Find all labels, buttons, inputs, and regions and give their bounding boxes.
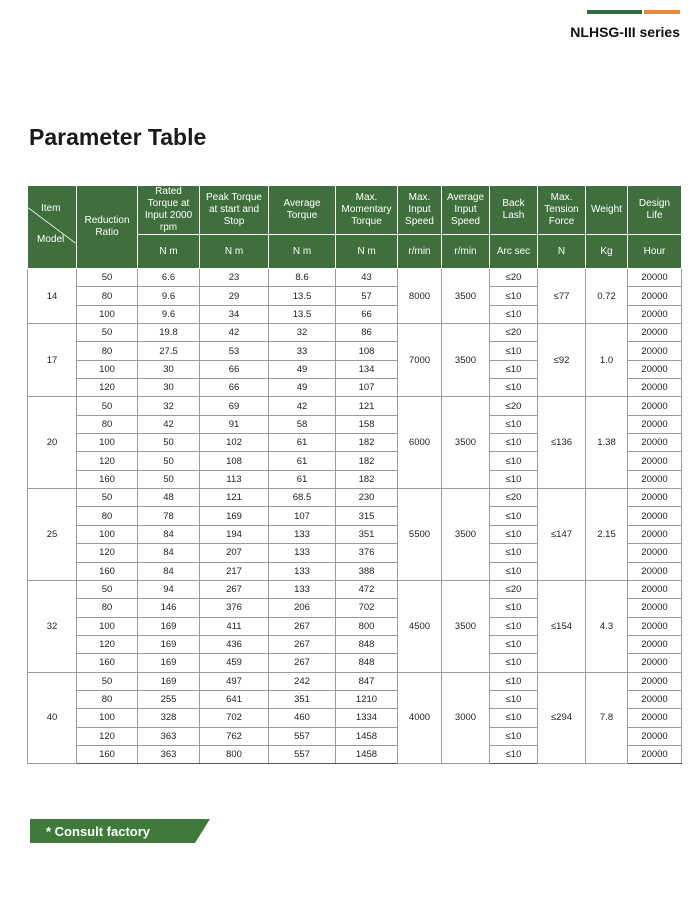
rated-torque-cell: 363 xyxy=(138,727,200,745)
average-torque-cell: 557 xyxy=(269,727,336,745)
rated-torque-cell: 30 xyxy=(138,360,200,378)
column-header: Back Lash xyxy=(490,186,538,235)
ratio-cell: 160 xyxy=(77,562,138,580)
peak-torque-cell: 169 xyxy=(200,507,269,525)
model-cell: 20 xyxy=(28,397,77,489)
rated-torque-cell: 9.6 xyxy=(138,287,200,305)
backlash-cell: ≤20 xyxy=(490,324,538,342)
backlash-cell: ≤10 xyxy=(490,672,538,690)
ratio-cell: 100 xyxy=(77,305,138,323)
peak-torque-cell: 641 xyxy=(200,690,269,708)
ratio-cell: 80 xyxy=(77,690,138,708)
average-torque-cell: 107 xyxy=(269,507,336,525)
ratio-cell: 50 xyxy=(77,269,138,287)
peak-torque-cell: 702 xyxy=(200,709,269,727)
ratio-cell: 120 xyxy=(77,452,138,470)
peak-torque-cell: 23 xyxy=(200,269,269,287)
header-orange-bar xyxy=(644,10,680,14)
design-life-cell: 20000 xyxy=(628,360,682,378)
avg-speed-cell: 3500 xyxy=(442,324,490,397)
rated-torque-cell: 146 xyxy=(138,599,200,617)
rated-torque-cell: 6.6 xyxy=(138,269,200,287)
design-life-cell: 20000 xyxy=(628,415,682,433)
weight-cell: 4.3 xyxy=(586,580,628,672)
design-life-cell: 20000 xyxy=(628,544,682,562)
rated-torque-cell: 48 xyxy=(138,489,200,507)
column-header: Max. Input Speed xyxy=(398,186,442,235)
average-torque-cell: 68.5 xyxy=(269,489,336,507)
backlash-cell: ≤10 xyxy=(490,727,538,745)
rated-torque-cell: 9.6 xyxy=(138,305,200,323)
weight-cell: 7.8 xyxy=(586,672,628,764)
model-cell: 25 xyxy=(28,489,77,581)
max-speed-cell: 6000 xyxy=(398,397,442,489)
max-torque-cell: 376 xyxy=(336,544,398,562)
average-torque-cell: 206 xyxy=(269,599,336,617)
max-torque-cell: 351 xyxy=(336,525,398,543)
backlash-cell: ≤20 xyxy=(490,269,538,287)
unit-header: Kg xyxy=(586,235,628,269)
unit-header: N m xyxy=(269,235,336,269)
table-row xyxy=(28,489,682,507)
table-row xyxy=(28,672,682,690)
max-torque-cell: 182 xyxy=(336,452,398,470)
backlash-cell: ≤10 xyxy=(490,599,538,617)
ratio-cell: 100 xyxy=(77,360,138,378)
max-torque-cell: 1458 xyxy=(336,727,398,745)
table-row xyxy=(28,324,682,342)
weight-cell: 2.15 xyxy=(586,489,628,581)
average-torque-cell: 8.6 xyxy=(269,269,336,287)
weight-cell: 1.38 xyxy=(586,397,628,489)
unit-header: Hour xyxy=(628,235,682,269)
average-torque-cell: 267 xyxy=(269,635,336,653)
max-torque-cell: 230 xyxy=(336,489,398,507)
design-life-cell: 20000 xyxy=(628,745,682,763)
reduction-ratio-header: Reduction Ratio xyxy=(77,186,138,269)
backlash-cell: ≤10 xyxy=(490,635,538,653)
design-life-cell: 20000 xyxy=(628,269,682,287)
backlash-cell: ≤10 xyxy=(490,562,538,580)
ratio-cell: 50 xyxy=(77,397,138,415)
average-torque-cell: 61 xyxy=(269,434,336,452)
rated-torque-cell: 169 xyxy=(138,617,200,635)
peak-torque-cell: 800 xyxy=(200,745,269,763)
table-body xyxy=(28,269,682,764)
model-cell: 32 xyxy=(28,580,77,672)
item-model-header xyxy=(28,186,77,269)
column-header: Average Torque xyxy=(269,186,336,235)
design-life-cell: 20000 xyxy=(628,617,682,635)
backlash-cell: ≤10 xyxy=(490,360,538,378)
rated-torque-cell: 78 xyxy=(138,507,200,525)
backlash-cell: ≤10 xyxy=(490,452,538,470)
design-life-cell: 20000 xyxy=(628,599,682,617)
peak-torque-cell: 762 xyxy=(200,727,269,745)
max-speed-cell: 8000 xyxy=(398,269,442,324)
design-life-cell: 20000 xyxy=(628,342,682,360)
design-life-cell: 20000 xyxy=(628,709,682,727)
peak-torque-cell: 113 xyxy=(200,470,269,488)
max-torque-cell: 848 xyxy=(336,635,398,653)
design-life-cell: 20000 xyxy=(628,507,682,525)
parameter-table xyxy=(27,185,682,764)
ratio-cell: 80 xyxy=(77,342,138,360)
ratio-cell: 80 xyxy=(77,599,138,617)
ratio-cell: 50 xyxy=(77,580,138,598)
item-label: Item xyxy=(41,203,61,214)
ratio-cell: 100 xyxy=(77,709,138,727)
model-cell: 40 xyxy=(28,672,77,764)
average-torque-cell: 267 xyxy=(269,654,336,672)
backlash-cell: ≤10 xyxy=(490,287,538,305)
consult-factory-banner xyxy=(30,819,210,843)
design-life-cell: 20000 xyxy=(628,525,682,543)
avg-speed-cell: 3000 xyxy=(442,672,490,764)
average-torque-cell: 557 xyxy=(269,745,336,763)
average-torque-cell: 49 xyxy=(269,360,336,378)
peak-torque-cell: 66 xyxy=(200,379,269,397)
design-life-cell: 20000 xyxy=(628,379,682,397)
unit-header: N xyxy=(538,235,586,269)
max-torque-cell: 182 xyxy=(336,434,398,452)
rated-torque-cell: 255 xyxy=(138,690,200,708)
rated-torque-cell: 169 xyxy=(138,654,200,672)
design-life-cell: 20000 xyxy=(628,452,682,470)
backlash-cell: ≤10 xyxy=(490,690,538,708)
rated-torque-cell: 30 xyxy=(138,379,200,397)
max-torque-cell: 134 xyxy=(336,360,398,378)
tension-force-cell: ≤77 xyxy=(538,269,586,324)
peak-torque-cell: 29 xyxy=(200,287,269,305)
average-torque-cell: 61 xyxy=(269,452,336,470)
tension-force-cell: ≤92 xyxy=(538,324,586,397)
max-speed-cell: 7000 xyxy=(398,324,442,397)
peak-torque-cell: 53 xyxy=(200,342,269,360)
rated-torque-cell: 169 xyxy=(138,635,200,653)
average-torque-cell: 42 xyxy=(269,397,336,415)
design-life-cell: 20000 xyxy=(628,635,682,653)
average-torque-cell: 460 xyxy=(269,709,336,727)
peak-torque-cell: 436 xyxy=(200,635,269,653)
max-torque-cell: 388 xyxy=(336,562,398,580)
design-life-cell: 20000 xyxy=(628,287,682,305)
ratio-cell: 50 xyxy=(77,672,138,690)
ratio-cell: 160 xyxy=(77,745,138,763)
column-header: Weight xyxy=(586,186,628,235)
peak-torque-cell: 91 xyxy=(200,415,269,433)
design-life-cell: 20000 xyxy=(628,580,682,598)
average-torque-cell: 351 xyxy=(269,690,336,708)
avg-speed-cell: 3500 xyxy=(442,580,490,672)
backlash-cell: ≤10 xyxy=(490,507,538,525)
peak-torque-cell: 121 xyxy=(200,489,269,507)
peak-torque-cell: 497 xyxy=(200,672,269,690)
backlash-cell: ≤10 xyxy=(490,342,538,360)
weight-cell: 0.72 xyxy=(586,269,628,324)
column-header: Rated Torque at Input 2000 rpm xyxy=(138,186,200,235)
backlash-cell: ≤10 xyxy=(490,544,538,562)
average-torque-cell: 133 xyxy=(269,544,336,562)
max-torque-cell: 315 xyxy=(336,507,398,525)
max-torque-cell: 1458 xyxy=(336,745,398,763)
tension-force-cell: ≤154 xyxy=(538,580,586,672)
rated-torque-cell: 27.5 xyxy=(138,342,200,360)
backlash-cell: ≤20 xyxy=(490,489,538,507)
average-torque-cell: 13.5 xyxy=(269,287,336,305)
design-life-cell: 20000 xyxy=(628,434,682,452)
average-torque-cell: 58 xyxy=(269,415,336,433)
design-life-cell: 20000 xyxy=(628,305,682,323)
max-speed-cell: 4000 xyxy=(398,672,442,764)
design-life-cell: 20000 xyxy=(628,324,682,342)
table-row xyxy=(28,580,682,598)
ratio-cell: 50 xyxy=(77,324,138,342)
ratio-cell: 120 xyxy=(77,727,138,745)
column-header: Max. Momentary Torque xyxy=(336,186,398,235)
rated-torque-cell: 19.8 xyxy=(138,324,200,342)
design-life-cell: 20000 xyxy=(628,397,682,415)
average-torque-cell: 33 xyxy=(269,342,336,360)
column-header: Average Input Speed xyxy=(442,186,490,235)
avg-speed-cell: 3500 xyxy=(442,489,490,581)
model-label: Model xyxy=(37,234,65,245)
peak-torque-cell: 267 xyxy=(200,580,269,598)
peak-torque-cell: 376 xyxy=(200,599,269,617)
average-torque-cell: 49 xyxy=(269,379,336,397)
model-cell: 17 xyxy=(28,324,77,397)
average-torque-cell: 133 xyxy=(269,580,336,598)
avg-speed-cell: 3500 xyxy=(442,269,490,324)
average-torque-cell: 133 xyxy=(269,562,336,580)
max-torque-cell: 66 xyxy=(336,305,398,323)
tension-force-cell: ≤294 xyxy=(538,672,586,764)
average-torque-cell: 61 xyxy=(269,470,336,488)
weight-cell: 1.0 xyxy=(586,324,628,397)
backlash-cell: ≤10 xyxy=(490,434,538,452)
average-torque-cell: 13.5 xyxy=(269,305,336,323)
ratio-cell: 100 xyxy=(77,617,138,635)
max-torque-cell: 43 xyxy=(336,269,398,287)
max-torque-cell: 1210 xyxy=(336,690,398,708)
table-row xyxy=(28,269,682,287)
tension-force-cell: ≤147 xyxy=(538,489,586,581)
model-cell: 14 xyxy=(28,269,77,324)
design-life-cell: 20000 xyxy=(628,690,682,708)
peak-torque-cell: 108 xyxy=(200,452,269,470)
rated-torque-cell: 363 xyxy=(138,745,200,763)
design-life-cell: 20000 xyxy=(628,489,682,507)
backlash-cell: ≤20 xyxy=(490,397,538,415)
peak-torque-cell: 34 xyxy=(200,305,269,323)
design-life-cell: 20000 xyxy=(628,654,682,672)
unit-header: N m xyxy=(200,235,269,269)
ratio-cell: 160 xyxy=(77,470,138,488)
rated-torque-cell: 328 xyxy=(138,709,200,727)
diagonal-line xyxy=(28,186,76,268)
backlash-cell: ≤20 xyxy=(490,580,538,598)
avg-speed-cell: 3500 xyxy=(442,397,490,489)
ratio-cell: 120 xyxy=(77,635,138,653)
rated-torque-cell: 50 xyxy=(138,452,200,470)
max-torque-cell: 1334 xyxy=(336,709,398,727)
backlash-cell: ≤10 xyxy=(490,617,538,635)
max-torque-cell: 158 xyxy=(336,415,398,433)
design-life-cell: 20000 xyxy=(628,562,682,580)
ratio-cell: 80 xyxy=(77,287,138,305)
design-life-cell: 20000 xyxy=(628,727,682,745)
max-torque-cell: 702 xyxy=(336,599,398,617)
peak-torque-cell: 69 xyxy=(200,397,269,415)
max-torque-cell: 847 xyxy=(336,672,398,690)
peak-torque-cell: 411 xyxy=(200,617,269,635)
average-torque-cell: 32 xyxy=(269,324,336,342)
max-torque-cell: 800 xyxy=(336,617,398,635)
unit-header: N m xyxy=(138,235,200,269)
unit-header: Arc sec xyxy=(490,235,538,269)
design-life-cell: 20000 xyxy=(628,470,682,488)
unit-header: r/min xyxy=(398,235,442,269)
backlash-cell: ≤10 xyxy=(490,470,538,488)
max-torque-cell: 472 xyxy=(336,580,398,598)
max-torque-cell: 86 xyxy=(336,324,398,342)
rated-torque-cell: 84 xyxy=(138,544,200,562)
ratio-cell: 120 xyxy=(77,544,138,562)
backlash-cell: ≤10 xyxy=(490,745,538,763)
max-torque-cell: 57 xyxy=(336,287,398,305)
peak-torque-cell: 217 xyxy=(200,562,269,580)
max-speed-cell: 4500 xyxy=(398,580,442,672)
average-torque-cell: 242 xyxy=(269,672,336,690)
rated-torque-cell: 169 xyxy=(138,672,200,690)
ratio-cell: 80 xyxy=(77,507,138,525)
peak-torque-cell: 66 xyxy=(200,360,269,378)
header-green-bar xyxy=(587,10,642,14)
table-row xyxy=(28,397,682,415)
peak-torque-cell: 207 xyxy=(200,544,269,562)
unit-header: r/min xyxy=(442,235,490,269)
design-life-cell: 20000 xyxy=(628,672,682,690)
peak-torque-cell: 42 xyxy=(200,324,269,342)
peak-torque-cell: 102 xyxy=(200,434,269,452)
ratio-cell: 120 xyxy=(77,379,138,397)
max-torque-cell: 848 xyxy=(336,654,398,672)
average-torque-cell: 133 xyxy=(269,525,336,543)
rated-torque-cell: 32 xyxy=(138,397,200,415)
ratio-cell: 160 xyxy=(77,654,138,672)
backlash-cell: ≤10 xyxy=(490,415,538,433)
backlash-cell: ≤10 xyxy=(490,379,538,397)
ratio-cell: 50 xyxy=(77,489,138,507)
backlash-cell: ≤10 xyxy=(490,525,538,543)
max-torque-cell: 182 xyxy=(336,470,398,488)
peak-torque-cell: 459 xyxy=(200,654,269,672)
column-header: Peak Torque at start and Stop xyxy=(200,186,269,235)
average-torque-cell: 267 xyxy=(269,617,336,635)
backlash-cell: ≤10 xyxy=(490,709,538,727)
ratio-cell: 100 xyxy=(77,434,138,452)
rated-torque-cell: 84 xyxy=(138,525,200,543)
max-torque-cell: 108 xyxy=(336,342,398,360)
rated-torque-cell: 50 xyxy=(138,470,200,488)
column-header: Design Life xyxy=(628,186,682,235)
max-torque-cell: 107 xyxy=(336,379,398,397)
backlash-cell: ≤10 xyxy=(490,654,538,672)
series-name: NLHSG-III series xyxy=(570,24,680,40)
column-header: Max. Tension Force xyxy=(538,186,586,235)
consult-factory-note: * Consult factory xyxy=(46,824,151,839)
peak-torque-cell: 194 xyxy=(200,525,269,543)
rated-torque-cell: 84 xyxy=(138,562,200,580)
rated-torque-cell: 42 xyxy=(138,415,200,433)
unit-header: N m xyxy=(336,235,398,269)
backlash-cell: ≤10 xyxy=(490,305,538,323)
tension-force-cell: ≤136 xyxy=(538,397,586,489)
max-speed-cell: 5500 xyxy=(398,489,442,581)
ratio-cell: 100 xyxy=(77,525,138,543)
page-title: Parameter Table xyxy=(29,124,207,150)
max-torque-cell: 121 xyxy=(336,397,398,415)
rated-torque-cell: 94 xyxy=(138,580,200,598)
ratio-cell: 80 xyxy=(77,415,138,433)
rated-torque-cell: 50 xyxy=(138,434,200,452)
